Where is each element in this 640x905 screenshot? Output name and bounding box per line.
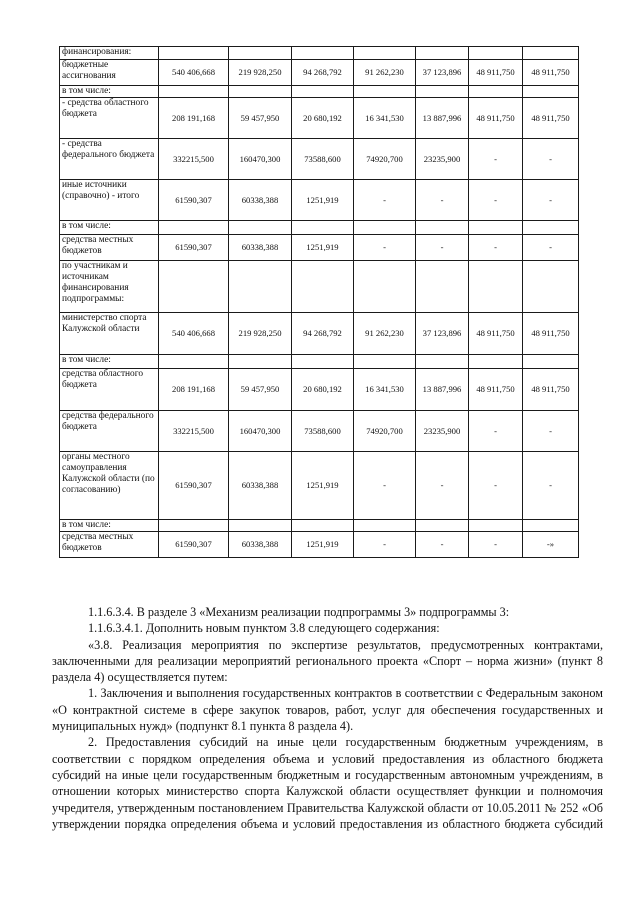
value-cell: 23235,900 xyxy=(416,139,469,180)
value-cell xyxy=(292,221,354,235)
value-cell: 74920,700 xyxy=(354,411,416,452)
value-cell: 48 911,750 xyxy=(523,98,579,139)
table-row xyxy=(60,180,579,221)
value-cell: 540 406,668 xyxy=(159,313,229,355)
value-cell: - xyxy=(523,235,579,261)
value-cell xyxy=(523,221,579,235)
value-cell: 1251,919 xyxy=(292,235,354,261)
financing-table xyxy=(59,46,579,558)
value-cell: - xyxy=(523,411,579,452)
value-cell xyxy=(229,47,292,60)
paragraph-3: «3.8. Реализация мероприятия по экспертизе результатов, предусмотренных контрактами, заключенными для реализации мероприятий регионального проекта «Спорт – норма жизни» (пункт 8 раздела 4) осуществляется путем: xyxy=(52,637,603,685)
value-cell xyxy=(292,86,354,98)
table-row xyxy=(60,235,579,261)
value-cell: 13 887,996 xyxy=(416,98,469,139)
value-cell xyxy=(416,47,469,60)
value-cell xyxy=(523,86,579,98)
value-cell: - xyxy=(469,411,523,452)
value-cell: - xyxy=(416,235,469,261)
value-cell: -» xyxy=(523,532,579,558)
value-cell: 94 268,792 xyxy=(292,313,354,355)
table-row xyxy=(60,411,579,452)
value-cell: 48 911,750 xyxy=(469,60,523,86)
value-cell: - xyxy=(469,452,523,520)
value-cell: 20 680,192 xyxy=(292,98,354,139)
row-label: средства местных бюджетов xyxy=(60,235,159,261)
value-cell xyxy=(229,86,292,98)
value-cell xyxy=(469,261,523,313)
value-cell xyxy=(354,520,416,532)
value-cell xyxy=(523,355,579,369)
value-cell: - xyxy=(523,180,579,221)
value-cell: 540 406,668 xyxy=(159,60,229,86)
value-cell: - xyxy=(416,180,469,221)
value-cell xyxy=(354,86,416,98)
value-cell: 60338,388 xyxy=(229,452,292,520)
value-cell: 61590,307 xyxy=(159,452,229,520)
row-label: по участникам и источникам финансирования подпрограммы: xyxy=(60,261,159,313)
value-cell: - xyxy=(469,532,523,558)
value-cell xyxy=(159,221,229,235)
value-cell: - xyxy=(354,532,416,558)
table-row xyxy=(60,355,579,369)
table-row xyxy=(60,261,579,313)
value-cell: 16 341,530 xyxy=(354,98,416,139)
value-cell xyxy=(469,221,523,235)
table-row xyxy=(60,452,579,520)
table-row xyxy=(60,369,579,411)
table-row xyxy=(60,139,579,180)
value-cell xyxy=(159,86,229,98)
value-cell: 48 911,750 xyxy=(523,60,579,86)
table-row xyxy=(60,313,579,355)
value-cell xyxy=(354,47,416,60)
value-cell: - xyxy=(416,532,469,558)
value-cell: - xyxy=(354,452,416,520)
value-cell xyxy=(469,520,523,532)
table-row xyxy=(60,86,579,98)
row-label: - средства федерального бюджета xyxy=(60,139,159,180)
value-cell: 61590,307 xyxy=(159,180,229,221)
value-cell: 60338,388 xyxy=(229,532,292,558)
value-cell xyxy=(229,355,292,369)
value-cell: 332215,500 xyxy=(159,411,229,452)
value-cell: - xyxy=(416,452,469,520)
row-label: - средства областного бюджета xyxy=(60,98,159,139)
value-cell xyxy=(354,261,416,313)
value-cell: 219 928,250 xyxy=(229,60,292,86)
value-cell: - xyxy=(469,180,523,221)
value-cell: 61590,307 xyxy=(159,235,229,261)
value-cell: 1251,919 xyxy=(292,452,354,520)
row-label: средства федерального бюджета xyxy=(60,411,159,452)
row-label: средства областного бюджета xyxy=(60,369,159,411)
table-row xyxy=(60,60,579,86)
value-cell xyxy=(229,520,292,532)
value-cell xyxy=(469,86,523,98)
value-cell: 60338,388 xyxy=(229,180,292,221)
value-cell: - xyxy=(523,139,579,180)
value-cell: 160470,300 xyxy=(229,139,292,180)
value-cell xyxy=(292,261,354,313)
value-cell: - xyxy=(354,180,416,221)
value-cell: 91 262,230 xyxy=(354,313,416,355)
value-cell: 74920,700 xyxy=(354,139,416,180)
value-cell xyxy=(523,520,579,532)
value-cell: 48 911,750 xyxy=(523,313,579,355)
row-label: органы местного самоуправления Калужской области (по согласованию) xyxy=(60,452,159,520)
value-cell xyxy=(469,47,523,60)
table-row xyxy=(60,47,579,60)
value-cell: 59 457,950 xyxy=(229,98,292,139)
table-row xyxy=(60,221,579,235)
paragraph-4: 1. Заключения и выполнения государственных контрактов в соответствии с Федеральным законом «О контрактной системе в сфере закупок товаров, работ, услуг для обеспечения государственных и муниципальных нужд» (подпункт 8.1 пункта 8 раздела 4). xyxy=(52,686,603,734)
row-label: в том числе: xyxy=(60,355,159,369)
value-cell xyxy=(159,520,229,532)
value-cell: 48 911,750 xyxy=(523,369,579,411)
value-cell: 208 191,168 xyxy=(159,369,229,411)
value-cell: 219 928,250 xyxy=(229,313,292,355)
value-cell: - xyxy=(469,235,523,261)
value-cell: 60338,388 xyxy=(229,235,292,261)
value-cell xyxy=(523,261,579,313)
value-cell xyxy=(159,47,229,60)
value-cell: 16 341,530 xyxy=(354,369,416,411)
value-cell xyxy=(159,355,229,369)
value-cell xyxy=(354,221,416,235)
body-text xyxy=(52,604,603,832)
value-cell: 48 911,750 xyxy=(469,98,523,139)
value-cell xyxy=(292,355,354,369)
value-cell: 37 123,896 xyxy=(416,60,469,86)
value-cell: 73588,600 xyxy=(292,411,354,452)
value-cell: - xyxy=(469,139,523,180)
value-cell: 37 123,896 xyxy=(416,313,469,355)
value-cell xyxy=(229,221,292,235)
value-cell xyxy=(416,520,469,532)
value-cell: 160470,300 xyxy=(229,411,292,452)
table-row xyxy=(60,520,579,532)
row-label: министерство спорта Калужской области xyxy=(60,313,159,355)
row-label: средства местных бюджетов xyxy=(60,532,159,558)
value-cell xyxy=(292,47,354,60)
row-label: финансирования: xyxy=(60,47,159,60)
value-cell xyxy=(523,47,579,60)
value-cell: 48 911,750 xyxy=(469,313,523,355)
value-cell: 59 457,950 xyxy=(229,369,292,411)
value-cell: 208 191,168 xyxy=(159,98,229,139)
value-cell xyxy=(159,261,229,313)
value-cell: 48 911,750 xyxy=(469,369,523,411)
value-cell: 91 262,230 xyxy=(354,60,416,86)
value-cell xyxy=(416,261,469,313)
value-cell xyxy=(229,261,292,313)
paragraph-2: 1.1.6.3.4.1. Дополнить новым пунктом 3.8 следующего содержания: xyxy=(88,621,440,636)
value-cell: 20 680,192 xyxy=(292,369,354,411)
paragraph-1: 1.1.6.3.4. В разделе 3 «Механизм реализации подпрограммы 3» подпрограммы 3: xyxy=(88,605,510,619)
value-cell xyxy=(469,355,523,369)
row-label: в том числе: xyxy=(60,86,159,98)
value-cell: 94 268,792 xyxy=(292,60,354,86)
value-cell: 61590,307 xyxy=(159,532,229,558)
value-cell: 1251,919 xyxy=(292,180,354,221)
row-label: иные источники (справочно) - итого xyxy=(60,180,159,221)
table-row xyxy=(60,532,579,558)
table-row xyxy=(60,98,579,139)
value-cell: - xyxy=(354,235,416,261)
value-cell: 23235,900 xyxy=(416,411,469,452)
value-cell xyxy=(416,221,469,235)
value-cell xyxy=(416,355,469,369)
value-cell: 332215,500 xyxy=(159,139,229,180)
value-cell xyxy=(416,86,469,98)
row-label: в том числе: xyxy=(60,221,159,235)
value-cell: 73588,600 xyxy=(292,139,354,180)
value-cell: 1251,919 xyxy=(292,532,354,558)
value-cell: 13 887,996 xyxy=(416,369,469,411)
value-cell xyxy=(354,355,416,369)
paragraph-5: 2. Предоставления субсидий на иные цели государственным бюджетным учреждениям, в соответствии с порядком определения объема и условий предоставления из областного бюджета субсидий на иные цели государственным бюджетным и государственным автономным учреждениям, в отношении которых министерство спорта Калужской области осуществляет функции и полномочия учредителя, утвержденным постановлением Правительства Калужской области от 10.05.2011 № 252 «Об утверждении порядка определения объема и условий предоставления из областного бюджета субсидий xyxy=(52,735,603,831)
row-label: бюджетные ассигнования xyxy=(60,60,159,86)
value-cell xyxy=(292,520,354,532)
value-cell: - xyxy=(523,452,579,520)
row-label: в том числе: xyxy=(60,520,159,532)
